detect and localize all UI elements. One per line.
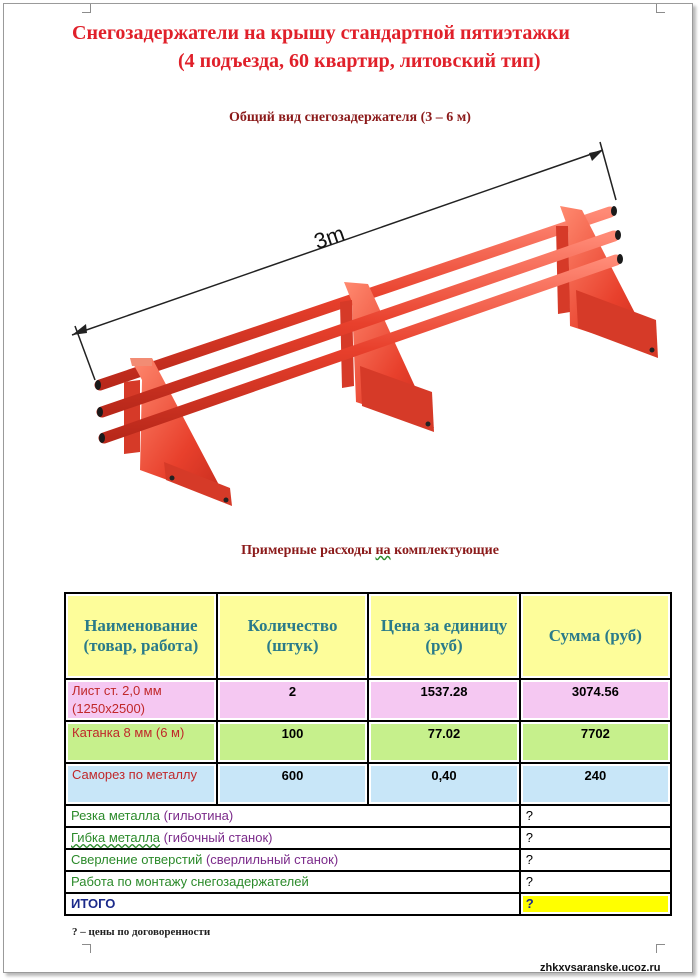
item-name: Катанка 8 мм (6 м) bbox=[68, 724, 214, 760]
corner-mark bbox=[656, 4, 665, 13]
item-qty: 100 bbox=[220, 724, 366, 760]
corner-mark bbox=[82, 4, 91, 13]
item-price: 0,40 bbox=[371, 766, 516, 802]
item-sum: 240 bbox=[523, 766, 668, 802]
service-tool: (гибочный станок) bbox=[160, 830, 273, 845]
item-sum: 3074.56 bbox=[523, 682, 668, 718]
table-row bbox=[65, 871, 671, 893]
total-row bbox=[65, 893, 671, 915]
service-value: ? bbox=[525, 830, 533, 845]
column-header: Наименование (товар, работа) bbox=[65, 593, 217, 679]
service-name: Резка металла bbox=[71, 808, 160, 823]
column-header: Количество (штук) bbox=[217, 593, 369, 679]
service-name: Работа по монтажу снегозадержателей bbox=[71, 874, 309, 889]
service-name: Гибка металла bbox=[71, 830, 161, 845]
column-header: Цена за единицу (руб) bbox=[368, 593, 519, 679]
corner-mark bbox=[656, 944, 665, 953]
column-header: Сумма (руб) bbox=[520, 593, 671, 679]
table-row bbox=[65, 805, 671, 827]
service-name: Сверление отверстий bbox=[71, 852, 203, 867]
table-row bbox=[65, 763, 671, 805]
figure-title: Общий вид снегозадержателя (3 – 6 м) bbox=[229, 110, 471, 125]
snow-guard-illustration bbox=[60, 140, 670, 530]
total-label: ИТОГО bbox=[71, 896, 116, 911]
table-row bbox=[65, 679, 671, 721]
service-tool: (гильотина) bbox=[160, 808, 234, 823]
item-price: 77.02 bbox=[371, 724, 516, 760]
footnote: ? – цены по договоренности bbox=[72, 926, 211, 938]
item-qty: 2 bbox=[220, 682, 366, 718]
page-title-line2: (4 подъезда, 60 квартир, литовский тип) bbox=[178, 50, 541, 72]
item-sum: 7702 bbox=[523, 724, 668, 760]
item-price: 1537.28 bbox=[371, 682, 516, 718]
service-value: ? bbox=[525, 808, 533, 823]
cost-table bbox=[64, 592, 672, 916]
service-tool: (сверлильный станок) bbox=[202, 852, 339, 867]
item-qty: 600 bbox=[220, 766, 366, 802]
item-name: Саморез по металлу bbox=[68, 766, 214, 802]
service-value: ? bbox=[525, 874, 533, 889]
base-plate bbox=[164, 290, 658, 506]
dimension-label: 3m bbox=[310, 220, 348, 255]
table-row bbox=[65, 827, 671, 849]
table-header-row bbox=[65, 593, 671, 679]
table-row bbox=[65, 849, 671, 871]
corner-mark bbox=[82, 944, 91, 953]
watermark: zhkxvsaranske.ucoz.ru bbox=[540, 962, 661, 974]
item-name: Лист ст. 2,0 мм (1250х2500) bbox=[68, 682, 214, 718]
table-row bbox=[65, 721, 671, 763]
page-title: Снегозадержатели на крышу стандартной пятиэтажки bbox=[72, 22, 570, 44]
total-value: ? bbox=[523, 896, 668, 912]
service-value: ? bbox=[525, 852, 533, 867]
table-caption: Примерные расходы на комплектующие bbox=[241, 543, 499, 558]
